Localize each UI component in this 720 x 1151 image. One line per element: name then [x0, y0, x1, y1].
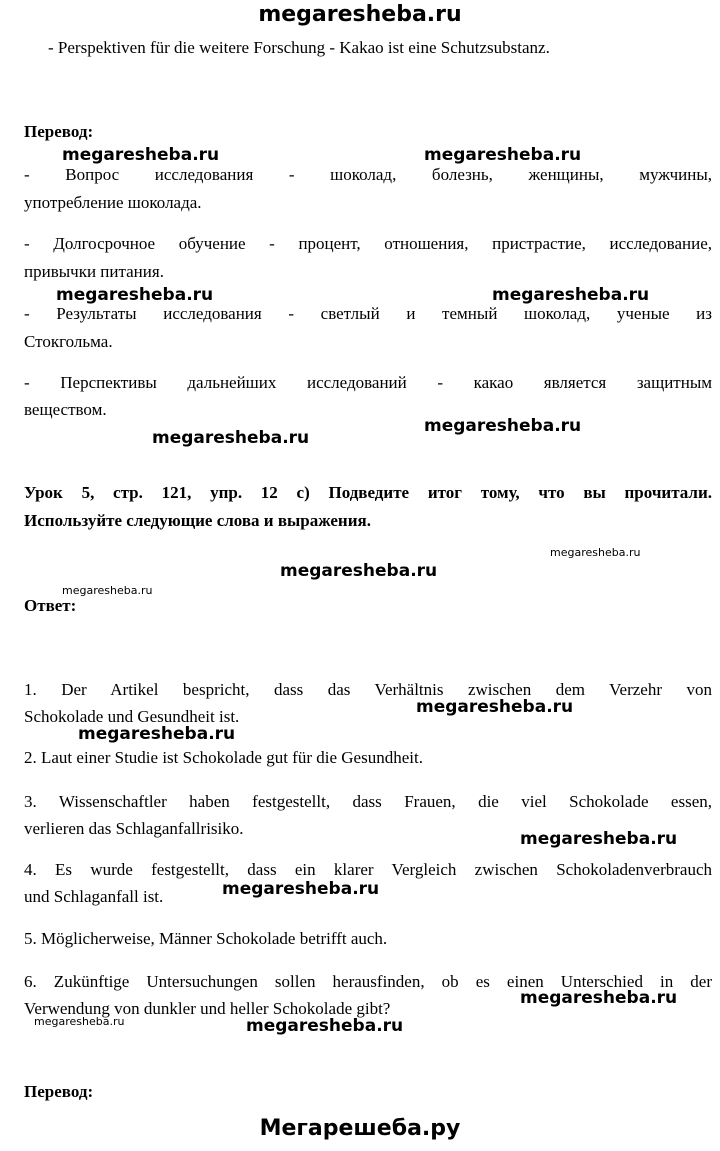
task-line-2: Используйте следующие слова и выражения.	[24, 511, 371, 530]
task-line-1: Урок 5, стр. 121, упр. 12 c) Подведите итог тому, что вы прочитали.	[24, 483, 712, 502]
translation-item-2-line-1: - Долгосрочное обучение - процент, отношения, пристрастие, исследование,	[24, 234, 712, 253]
translation-heading: Перевод:	[24, 122, 94, 141]
translation-item-3-line-2: Стокгольма.	[24, 332, 113, 351]
answer-6-line-2: Verwendung von dunkler und heller Schokolade gibt?	[24, 999, 391, 1018]
translation-item-4-line-1: - Перспективы дальнейших исследований - какао является защитным	[24, 373, 712, 392]
watermark: megaresheba.ru	[62, 145, 220, 165]
answer-1-line-2: Schokolade und Gesundheit ist.	[24, 707, 240, 726]
answer-4-line-1: 4. Es wurde festgestellt, dass ein klarer Vergleich zwischen Schokoladenverbrauch	[24, 860, 712, 879]
site-footer[interactable]: Мегарешеба.ру	[259, 1116, 461, 1141]
watermark: megaresheba.ru	[78, 724, 236, 744]
translation-item-3-line-1: - Результаты исследования - светлый и темный шоколад, ученые из	[24, 304, 712, 323]
translation-item-1-line-2: употребление шоколада.	[24, 193, 202, 212]
answer-2: 2. Laut einer Studie ist Schokolade gut für die Gesundheit.	[24, 748, 423, 767]
watermark: megaresheba.ru	[280, 561, 438, 581]
translation-item-2-line-2: привычки питания.	[24, 262, 164, 281]
intro-line: - Perspektiven für die weitere Forschung - Kakao ist eine Schutzsubstanz.	[48, 38, 550, 57]
site-header[interactable]: megaresheba.ru	[258, 2, 462, 27]
answer-1-line-1: 1. Der Artikel bespricht, dass das Verhältnis zwischen dem Verzehr von	[24, 680, 712, 699]
answer-4-line-2: und Schlaganfall ist.	[24, 887, 164, 906]
answer-3-line-1: 3. Wissenschaftler haben festgestellt, dass Frauen, die viel Schokolade essen,	[24, 792, 712, 811]
translation-item-4-line-2: веществом.	[24, 400, 107, 419]
watermark: megaresheba.ru	[520, 988, 678, 1008]
answer-5: 5. Möglicherweise, Männer Schokolade betrifft auch.	[24, 929, 388, 948]
watermark: megaresheba.ru	[34, 1015, 125, 1028]
translation-item-1-line-1: - Вопрос исследования - шоколад, болезнь, женщины, мужчины,	[24, 165, 712, 184]
watermark: megaresheba.ru	[424, 416, 582, 436]
watermark: megaresheba.ru	[152, 428, 310, 448]
watermark: megaresheba.ru	[424, 145, 582, 165]
translation-2-heading: Перевод:	[24, 1082, 94, 1101]
answer-heading: Ответ:	[24, 596, 77, 615]
watermark: megaresheba.ru	[62, 584, 153, 597]
watermark: megaresheba.ru	[246, 1016, 404, 1036]
answer-6-line-1: 6. Zukünftige Untersuchungen sollen herausfinden, ob es einen Unterschied in der	[24, 972, 712, 991]
watermark: megaresheba.ru	[416, 697, 574, 717]
answer-3-line-2: verlieren das Schlaganfallrisiko.	[24, 819, 244, 838]
watermark: megaresheba.ru	[56, 285, 214, 305]
watermark: megaresheba.ru	[550, 546, 641, 559]
watermark: megaresheba.ru	[492, 285, 650, 305]
watermark: megaresheba.ru	[222, 879, 380, 899]
watermark: megaresheba.ru	[520, 829, 678, 849]
